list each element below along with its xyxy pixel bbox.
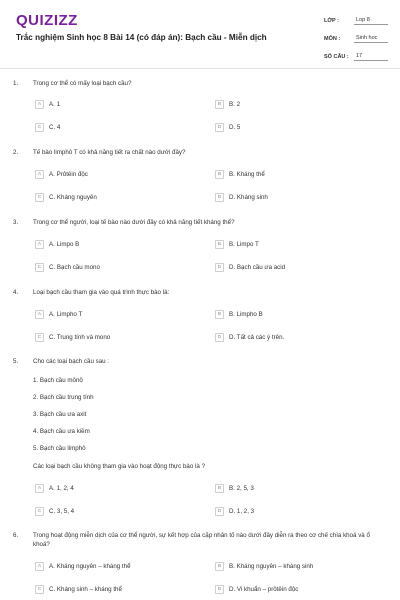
option-text: A. Limpho T — [49, 310, 83, 318]
option-text: D. Vi khuẩn – prôtêin độc — [229, 585, 299, 593]
option-text: D. Kháng sinh — [229, 193, 268, 201]
option-a[interactable] — [35, 482, 74, 494]
option-letter-box: C — [35, 507, 44, 516]
option-text: A. 1, 2, 4 — [49, 484, 74, 492]
option-b[interactable] — [215, 308, 263, 320]
option-letter-box: A — [35, 310, 44, 319]
option-text: D. 1, 2, 3 — [229, 507, 255, 515]
option-letter-box: D — [215, 123, 224, 132]
option-text: B. Kháng nguyên – kháng sinh — [229, 562, 314, 570]
option-text: B. Limpho B — [229, 310, 263, 318]
option-text: D. 5 — [229, 123, 241, 131]
option-letter-box: D — [215, 585, 224, 594]
option-letter-box: B — [215, 562, 224, 571]
option-letter-box: A — [35, 100, 44, 109]
option-d[interactable] — [215, 331, 284, 343]
option-letter-box: B — [215, 170, 224, 179]
option-letter-box: C — [35, 333, 44, 342]
option-c[interactable] — [35, 505, 74, 517]
option-text: C. Kháng nguyên — [49, 193, 97, 201]
option-b[interactable] — [215, 482, 254, 494]
option-d[interactable] — [215, 261, 285, 273]
option-letter-box: D — [215, 507, 224, 516]
option-letter-box: B — [215, 100, 224, 109]
quizizz-logo: QUIZIZZ — [16, 12, 78, 29]
option-letter-box: B — [215, 240, 224, 249]
option-text: B. 2, 5, 3 — [229, 484, 254, 492]
question-number: 1. — [13, 80, 19, 87]
option-c[interactable] — [35, 261, 100, 273]
option-text: C. 4 — [49, 123, 61, 131]
option-letter-box: B — [215, 310, 224, 319]
info-value: 17 — [354, 53, 388, 61]
option-letter-box: A — [35, 240, 44, 249]
info-label: MÔN : — [324, 36, 341, 42]
option-a[interactable] — [35, 168, 88, 180]
option-text: B. Limpo T — [229, 240, 259, 248]
question-number: 5. — [13, 358, 19, 365]
worksheet-header — [0, 0, 400, 70]
list-item: 4. Bạch cầu ưa kiềm — [33, 428, 90, 435]
info-value: Lop 8 — [354, 17, 388, 25]
option-letter-box: C — [35, 193, 44, 202]
option-a[interactable] — [35, 98, 60, 110]
question-text: Tế bào limphô T có khả năng tiết ra chất nào dưới đây? — [33, 149, 186, 156]
question-text: Trong hoạt động miễn dịch của cơ thể người, sự kết hợp của cặp nhân tố nào dưới đây diễn ra theo cơ chế chìa khoá và ổ khoá? — [33, 532, 370, 548]
header-divider — [0, 68, 400, 69]
option-text: D. Bạch cầu ưa acid — [229, 263, 286, 271]
option-d[interactable] — [215, 191, 268, 203]
option-text: A. Prôtêin độc — [49, 170, 88, 178]
option-letter-box: C — [35, 263, 44, 272]
option-d[interactable] — [215, 583, 298, 595]
question-prompt: Các loại bạch cầu không tham gia vào hoạt động thực bào là ? — [33, 463, 206, 470]
option-c[interactable] — [35, 191, 97, 203]
info-value: Sinh hoc — [354, 35, 388, 43]
option-letter-box: D — [215, 263, 224, 272]
option-letter-box: D — [215, 333, 224, 342]
question-text: Loại bạch cầu tham gia vào quá trình thực bào là: — [33, 289, 170, 296]
option-text: B. 2 — [229, 100, 241, 108]
question-number: 2. — [13, 149, 19, 156]
info-row-count — [324, 48, 388, 66]
question-text: Trong cơ thể có mấy loại bạch cầu? — [33, 80, 132, 87]
option-b[interactable] — [215, 560, 313, 572]
question-number: 6. — [13, 532, 19, 539]
option-d[interactable] — [215, 121, 240, 133]
question-text: Cho các loại bạch cầu sau : — [33, 358, 110, 365]
option-text: C. Trung tính và mono — [49, 333, 111, 341]
info-label: LỚP : — [324, 18, 339, 24]
option-c[interactable] — [35, 121, 60, 133]
option-text: A. Limpo B — [49, 240, 80, 248]
option-c[interactable] — [35, 331, 110, 343]
worksheet-info — [324, 12, 388, 66]
option-letter-box: D — [215, 193, 224, 202]
option-text: A. Kháng nguyên – kháng thể — [49, 562, 131, 570]
option-a[interactable] — [35, 560, 131, 572]
option-a[interactable] — [35, 238, 79, 250]
option-text: B. Kháng thể — [229, 170, 265, 178]
option-b[interactable] — [215, 168, 265, 180]
option-a[interactable] — [35, 308, 82, 320]
option-text: C. Kháng sinh – kháng thể — [49, 585, 122, 593]
list-item: 5. Bạch cầu limphô — [33, 445, 86, 452]
info-row-subject — [324, 30, 388, 48]
info-label: SỐ CÂU : — [324, 54, 349, 60]
option-letter-box: A — [35, 170, 44, 179]
option-letter-box: C — [35, 585, 44, 594]
question-number: 4. — [13, 289, 19, 296]
info-row-class — [324, 12, 388, 30]
option-text: C. 3, 5, 4 — [49, 507, 75, 515]
option-letter-box: A — [35, 562, 44, 571]
option-b[interactable] — [215, 238, 259, 250]
option-text: D. Tất cả các ý trên. — [229, 333, 285, 341]
list-item: 3. Bạch cầu ưa axit — [33, 411, 87, 418]
list-item: 2. Bạch cầu trung tính — [33, 394, 94, 401]
option-letter-box: C — [35, 123, 44, 132]
question-text: Trong cơ thể người, loại tế bào nào dưới đây có khả năng tiết kháng thể? — [33, 219, 235, 226]
option-c[interactable] — [35, 583, 122, 595]
option-b[interactable] — [215, 98, 240, 110]
option-letter-box: A — [35, 484, 44, 493]
list-item: 1. Bạch cầu mônô — [33, 377, 83, 384]
option-text: A. 1 — [49, 100, 61, 108]
option-letter-box: B — [215, 484, 224, 493]
option-text: C. Bạch cầu mono — [49, 263, 100, 271]
option-d[interactable] — [215, 505, 254, 517]
worksheet-title: Trắc nghiệm Sinh học 8 Bài 14 (có đáp án): Bạch cầu - Miễn dịch — [16, 33, 267, 42]
question-number: 3. — [13, 219, 19, 226]
